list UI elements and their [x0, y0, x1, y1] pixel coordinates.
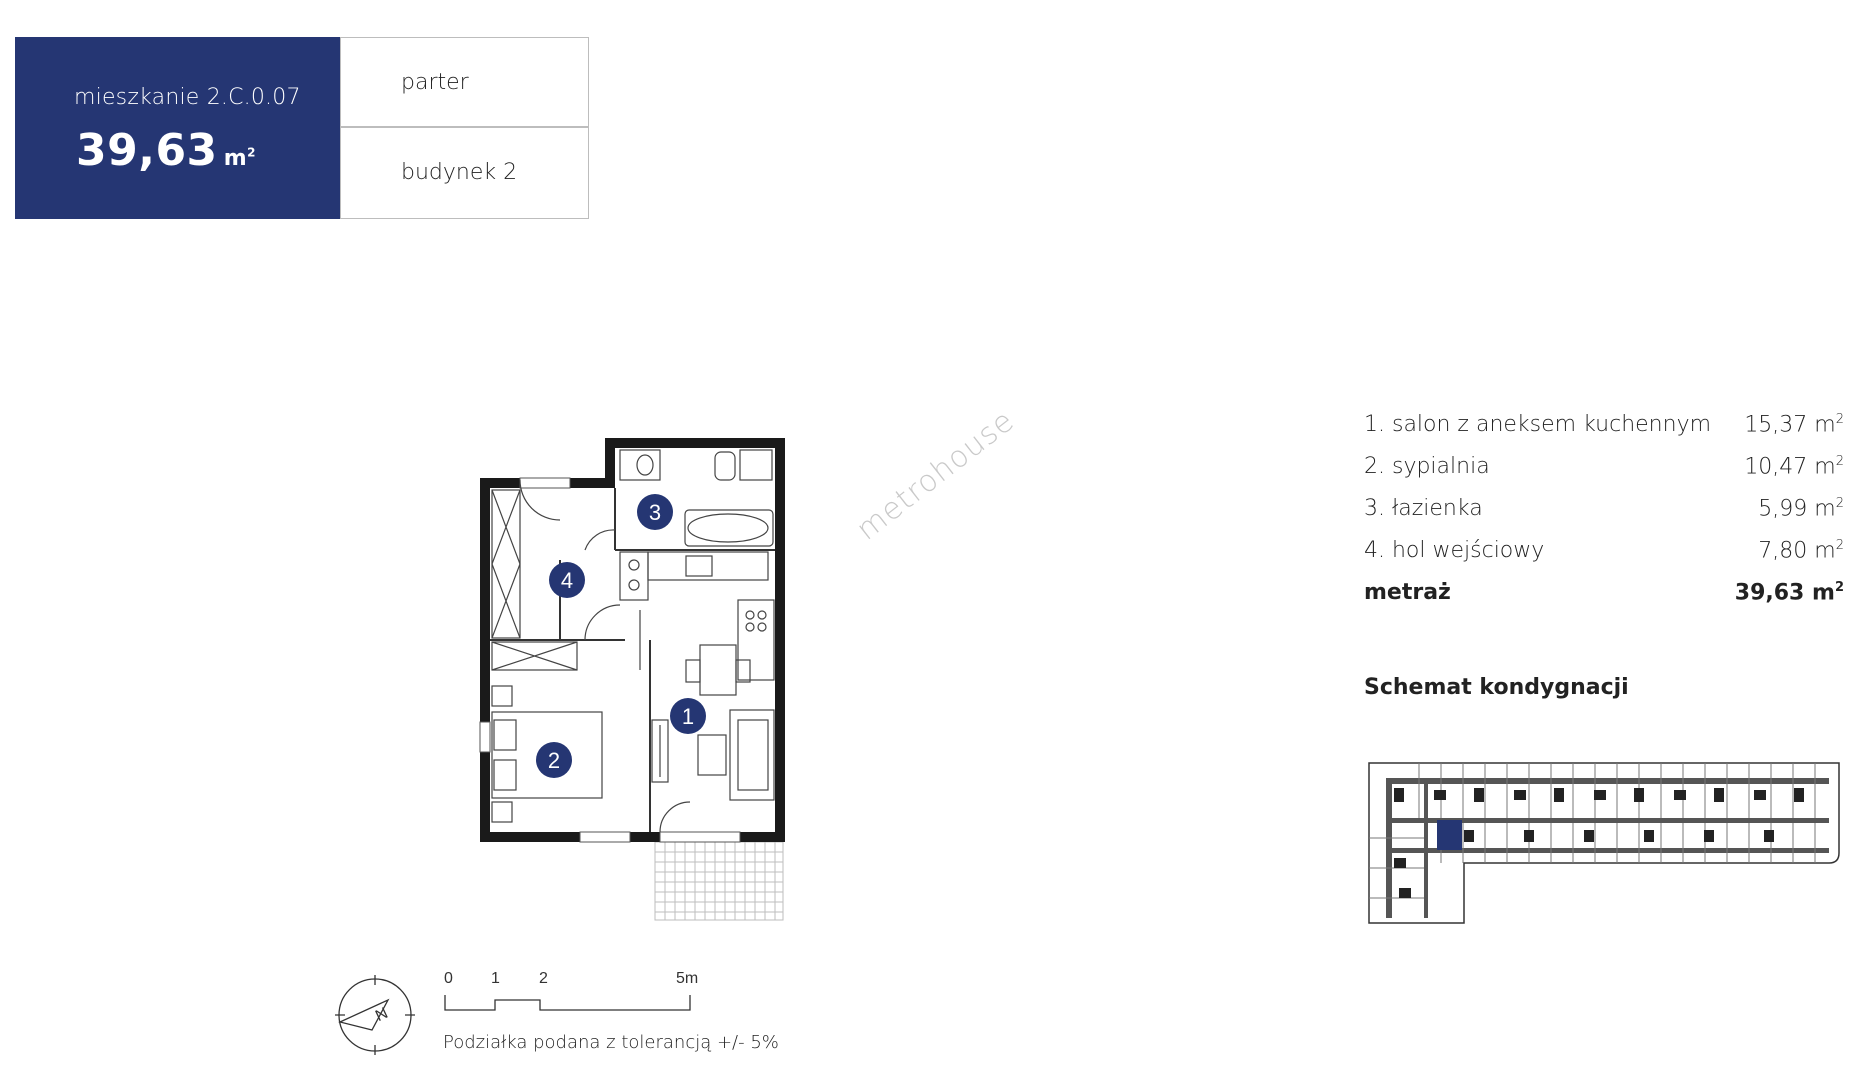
room-marker-3: [637, 494, 673, 530]
living-furniture: [652, 710, 774, 800]
svg-text:3: 3: [648, 500, 662, 525]
room-name: 4. hol wejściowy: [1364, 538, 1545, 563]
floor-label: parter: [401, 70, 469, 95]
svg-text:4: 4: [560, 568, 574, 593]
room-row: [1364, 490, 1844, 532]
room-name: 2. sypialnia: [1364, 454, 1490, 479]
apartment-floor-plan: [460, 430, 860, 950]
scale-tick-1: 1: [491, 970, 500, 987]
room-row: [1364, 406, 1844, 448]
floor-box: [340, 37, 589, 127]
bathroom-fixtures: [620, 450, 773, 546]
entry-door-gap: [520, 478, 570, 488]
scale-tick-0: 0: [444, 970, 453, 987]
bottom-window-2: [660, 832, 740, 842]
floor-schema: [1364, 758, 1844, 928]
building-label: budynek 2: [401, 160, 518, 185]
compass-icon: [330, 970, 420, 1060]
floor-schema-title: Schemat kondygnacji: [1364, 675, 1629, 700]
room-area: 5,99 $m^2$: [1758, 496, 1844, 522]
room-marker-1: [670, 698, 706, 734]
doors: [520, 480, 690, 832]
scale-bar: [440, 965, 740, 1025]
terrace-grid: [655, 842, 783, 920]
total-area-row: [1364, 574, 1844, 616]
apartment-label: mieszkanie 2.C.0.07: [74, 85, 301, 110]
watermark: metrohouse: [850, 403, 1022, 548]
room-name: 3. łazienka: [1364, 496, 1483, 521]
room-name: 1. salon z aneksem kuchennym: [1364, 412, 1712, 437]
room-area: 7,80 $m^2$: [1758, 538, 1844, 564]
left-window: [480, 722, 490, 752]
apartment-summary-card: [15, 37, 340, 219]
svg-text:2: 2: [547, 748, 561, 773]
inner-walls: [490, 488, 775, 832]
total-area: 39,63 $m^2$: [1734, 580, 1844, 606]
apartment-area-unit: $m^2$: [223, 145, 256, 171]
svg-text:N: N: [373, 1004, 391, 1026]
room-row: [1364, 532, 1844, 574]
scale-tick-5m: 5m: [676, 970, 699, 987]
room-marker-2: [536, 742, 572, 778]
svg-text:1: 1: [681, 704, 695, 729]
room-area: 15,37 $m^2$: [1744, 412, 1844, 438]
room-row: [1364, 448, 1844, 490]
scale-tolerance-note: Podziałka podana z tolerancją +/- 5%: [443, 1032, 779, 1053]
scale-tick-2: 2: [539, 970, 548, 987]
apartment-area: [76, 125, 256, 176]
bottom-window-1: [580, 832, 630, 842]
apartment-area-value: 39,63: [76, 125, 218, 176]
total-label: metraż: [1364, 580, 1451, 605]
kitchen-fixtures: [620, 552, 774, 695]
room-area: 10,47 $m^2$: [1744, 454, 1844, 480]
building-box: [340, 127, 589, 219]
room-list: [1364, 406, 1844, 616]
room-marker-4: [549, 562, 585, 598]
schema-highlight-unit: [1437, 820, 1462, 850]
